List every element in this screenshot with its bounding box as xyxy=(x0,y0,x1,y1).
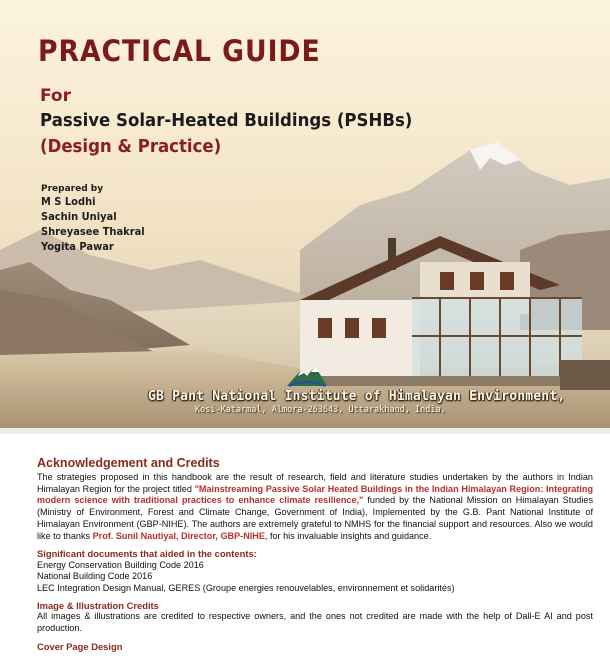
page-divider xyxy=(0,428,610,434)
acknowledgement-heading: Acknowledgement and Credits xyxy=(37,456,220,470)
documents-heading: Significant documents that aided in the contents: xyxy=(37,548,257,560)
document-item: LEC Integration Design Manual, GERES (Groupe energies renouvelables, environnement et solidarités) xyxy=(37,582,455,593)
acknowledgement-page xyxy=(37,456,593,652)
acknowledgement-paragraph xyxy=(37,472,593,542)
cover-design-heading: Cover Page Design xyxy=(37,640,123,652)
ack-text-part: funded by the National Mission on Himalayan Studies (Ministry of Environment, Forest and Climate Change, Government of India), Implemented by the G.B. Pant National Institute of Himalayan Environment (GBP-NIHE). The authors are extremely grateful to NMHS for the financial support and resources. Also we would like to thanks xyxy=(37,495,593,541)
director-name: Prof. Sunil Nautiyal, Director, GBP-NIHE xyxy=(92,530,265,541)
author-name: Yogita Pawar xyxy=(41,240,114,253)
author-name: M S Lodhi xyxy=(41,195,96,208)
author-name: Sachin Uniyal xyxy=(41,210,117,223)
cover-for-label: For xyxy=(40,86,71,106)
document-item: National Building Code 2016 xyxy=(37,571,153,582)
image-credits-heading: Image & Illustration Credits xyxy=(37,599,159,611)
cover-title: PRACTICAL GUIDE xyxy=(38,34,321,68)
image-credits-text: All images & illustrations are credited to respective owners, and the ones not credited are made with the help of Dall-E AI and post production. xyxy=(37,611,593,634)
authors-block xyxy=(41,184,156,254)
ack-text-part: The strategies proposed in this handbook are the result of research, field and literature studies undertaken by the authors in Indian Himalayan Region for the project titled xyxy=(37,472,593,494)
institute-address: Kosi-Katarmal, Almora-263643, Uttarakhand, India. xyxy=(195,405,446,415)
project-title: "Mainstreaming Passive Solar Heated Buildings in the Indian Himalayan Region: Integrating modern science with traditional practices to enhance climate resilience," xyxy=(37,483,594,506)
ack-text-part: , for his invaluable insights and guidance. xyxy=(264,530,432,541)
cover-subtitle: Passive Solar-Heated Buildings (PSHBs) xyxy=(40,110,413,131)
prepared-by-label: Prepared by xyxy=(41,184,104,194)
cover-subtitle-design-practice: (Design & Practice) xyxy=(40,136,222,157)
author-name: Shreyasee Thakral xyxy=(41,225,145,238)
institute-logo-icon xyxy=(285,362,329,388)
document-item: Energy Conservation Building Code 2016 xyxy=(37,559,204,570)
institute-name: GB Pant National Institute of Himalayan Environment, xyxy=(148,389,566,404)
